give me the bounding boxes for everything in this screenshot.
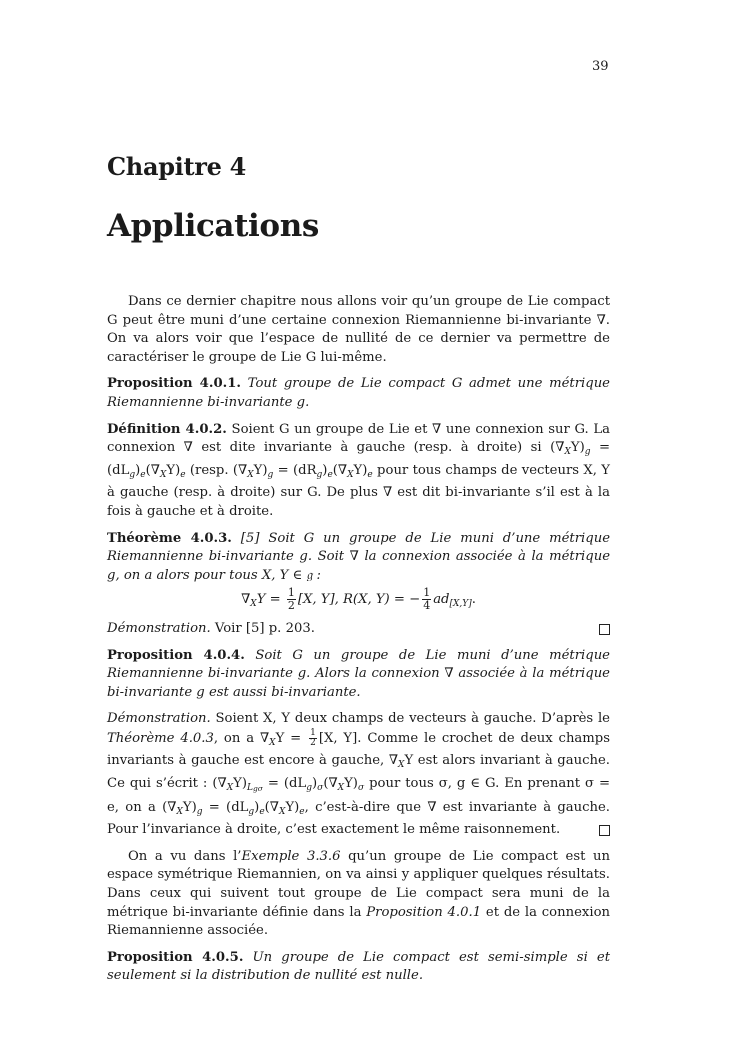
subscript: e: [259, 806, 265, 817]
formula-part: Y =: [256, 592, 285, 608]
fraction-numerator: 1: [423, 586, 431, 600]
proof-text: = (dL: [262, 776, 307, 792]
subscript: X: [176, 806, 183, 817]
formula-part: ad: [433, 592, 450, 608]
theorem-formula: [107, 587, 610, 614]
subscript: X: [247, 469, 254, 480]
example-reference: Exemple 3.3.6: [241, 848, 341, 864]
proof-text: pour tous σ, g ∈ G. En prenant σ = e, on a (∇: [107, 776, 611, 815]
subscript: X: [398, 760, 405, 771]
subscript: X: [250, 599, 257, 610]
proof-text: Y): [182, 799, 197, 815]
proposition-body: Un groupe de Lie compact est semi-simple si et seulement si la distribution de nullité est nulle.: [107, 949, 610, 984]
paragraph-text: qu’un groupe de Lie compact est un espace symétrique Riemannien, on va ainsi y appliquer quelques résultats. Dans ceux qui suivent tout groupe de Lie compact sera muni de la métrique bi-invariante définie dans la: [107, 848, 610, 920]
theorem-reference: Théorème 4.0.3: [107, 730, 214, 746]
subscript: X: [159, 469, 167, 480]
proposition-body: Tout groupe de Lie compact G admet une métrique Riemannienne bi-invariante g.: [107, 376, 610, 410]
theorem-heading: Théorème 4.0.3.: [107, 530, 232, 546]
formula-part: .: [471, 592, 476, 608]
proposition-heading: Proposition 4.0.5.: [107, 949, 244, 965]
page-number: 39: [592, 59, 609, 74]
definition-text: (∇: [332, 462, 348, 478]
proof-text: (∇: [323, 776, 338, 792]
proof-text: Soient X, Y deux champs de vecteurs à gauche. D’après le: [215, 711, 610, 727]
subscript: g: [306, 783, 312, 794]
subscript: e: [140, 469, 146, 480]
proof-text: = (dL: [202, 799, 249, 815]
fraction-numerator: 1: [287, 586, 295, 600]
definition-text: pour tous champs de vecteurs X, Y à gauche (resp. à droite) sur G. De plus ∇ est dit bi-invariante s’il est à la fois à gauche et à droite.: [107, 462, 610, 519]
proposition-4-0-4: [107, 647, 610, 703]
subscript: g: [196, 806, 203, 817]
definition-text: = (dL: [107, 440, 610, 478]
qed-square-icon: [599, 624, 610, 635]
subscript: e: [327, 469, 333, 480]
qed-square-icon: [599, 825, 610, 836]
definition-text: Y): [570, 440, 585, 456]
proof-text: , c’est-à-dire que ∇ est invariante à gauche. Pour l’invariance à droite, c’est exactement le même raisonnement.: [107, 799, 610, 838]
fraction-denominator: 2: [287, 599, 295, 613]
proof-heading: Démonstration.: [107, 620, 211, 636]
proof-text: Y): [344, 776, 358, 792]
proof-text: , on a ∇: [213, 730, 270, 746]
definition-heading: Définition 4.0.2.: [107, 421, 227, 437]
proposition-4-0-1: [107, 375, 610, 412]
formula-part: [X, Y], R(X, Y) = −: [297, 592, 421, 608]
subscript: X: [337, 783, 345, 794]
proposition-heading: Proposition 4.0.4.: [107, 647, 245, 663]
definition-text: (∇: [145, 462, 160, 478]
subscript: L: [246, 783, 253, 794]
intro-paragraph: Dans ce dernier chapitre nous allons voir qu’un groupe de Lie compact G peut être muni d’une certaine connexion Riemannienne bi-invariante ∇. On va alors voir que l’espace de nullité de ce dernier va permettre de caractériser le groupe de Lie G lui-même.: [107, 294, 610, 365]
subscript: σ: [317, 783, 324, 794]
proof-2: [107, 710, 610, 840]
definition-text: (resp. (∇: [185, 462, 248, 478]
chapter-label: Chapitre 4: [107, 152, 247, 181]
subscript: g: [129, 469, 136, 480]
subscript: X: [226, 783, 234, 794]
subscript: e: [299, 806, 305, 817]
definition-text: Soient G un groupe de Lie et ∇ une connexion sur G. La connexion ∇ est dite invariante à gauche (resp. à droite) si (∇: [107, 421, 611, 456]
definition-4-0-2: [107, 421, 610, 522]
subscript: g: [248, 806, 255, 817]
subscript: e: [180, 469, 186, 480]
proof-text: Y): [233, 776, 247, 792]
subscript: g: [584, 447, 591, 458]
proof-body: Voir [5] p. 203.: [214, 620, 315, 636]
proof-text: [X, Y]. Comme le crochet de deux champs invariants à gauche est encore à gauche, ∇: [107, 730, 611, 769]
proof-text: Y est alors invariant à gauche. Ce qui s’écrit : (∇: [107, 753, 610, 792]
chapter-title: Applications: [107, 208, 319, 244]
definition-text: = (dR: [273, 462, 317, 478]
paragraph-text: On a vu dans l’: [128, 848, 242, 864]
proof-text: (∇: [264, 799, 280, 815]
subscript: X: [269, 737, 276, 748]
paragraph-symmetric-space: [107, 848, 610, 941]
definition-text: ): [322, 462, 328, 478]
fraction-half: [287, 587, 296, 612]
subscript: [X,Y]: [449, 599, 472, 610]
main-content: [107, 293, 610, 994]
proposition-body: Soit G un groupe de Lie muni d’une métrique Riemannienne bi-invariante g. Alors la connexion ∇ associée à la métrique bi-invariante g est aussi bi-invariante.: [107, 647, 610, 700]
proof-heading: Démonstration.: [107, 711, 211, 727]
subscript: e: [367, 469, 373, 480]
subscript: X: [347, 469, 354, 480]
definition-text: Y): [253, 462, 268, 478]
formula-part: ∇: [241, 592, 251, 608]
fraction-quarter: [422, 587, 431, 612]
subscript: g: [316, 469, 323, 480]
proof-text: Y): [285, 799, 300, 815]
fraction-numerator: 1: [310, 727, 316, 738]
fraction-half: [309, 729, 317, 748]
subscript: gσ: [252, 784, 263, 794]
proof-text: ): [312, 776, 318, 792]
subscript: σ: [357, 783, 365, 794]
subscript: X: [564, 447, 571, 458]
proof-1: [107, 620, 610, 639]
fraction-denominator: 4: [423, 599, 431, 613]
definition-text: Y): [166, 462, 181, 478]
proof-text: ): [254, 799, 260, 815]
proposition-heading: Proposition 4.0.1.: [107, 376, 241, 392]
theorem-4-0-3: [107, 530, 610, 586]
definition-text: Y): [353, 462, 368, 478]
proposition-4-0-5: [107, 949, 610, 986]
subscript: g: [267, 469, 274, 480]
proof-text: Y =: [275, 730, 308, 746]
fraction-denominator: 2: [310, 737, 316, 748]
subscript: X: [279, 806, 286, 817]
paragraph-text: et de la connexion Riemannienne associée.: [107, 904, 610, 939]
definition-text: ): [135, 462, 141, 478]
theorem-body: [5] Soit G un groupe de Lie muni d’une métrique Riemannienne bi-invariante g. Soit ∇ la connexion associée à la métrique g, on a alors pour tous X, Y ∈ 𝔤 :: [107, 530, 610, 583]
proposition-reference: Proposition 4.0.1: [366, 904, 482, 920]
